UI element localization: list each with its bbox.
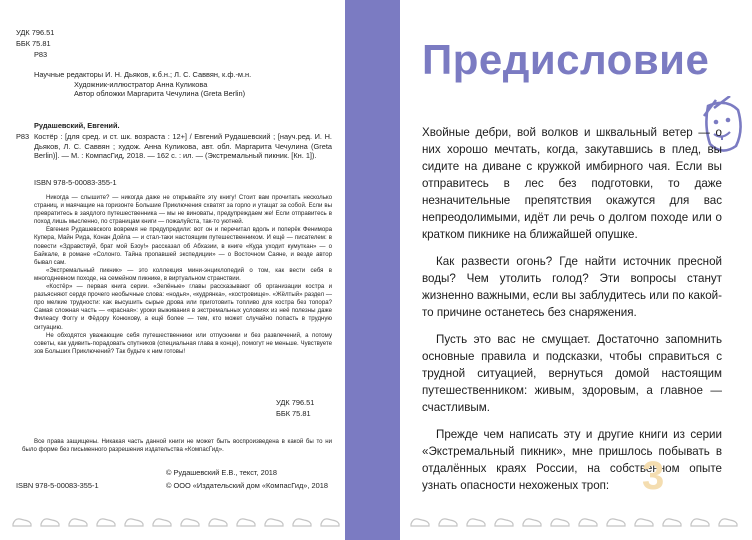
shoe-icon [466,515,486,527]
udk-bottom: УДК 796.51 [276,398,315,407]
shoe-icon [690,515,710,527]
code-top: Р83 [34,50,48,59]
shoe-icon [292,515,312,527]
bibliographic-record: Костёр : [для сред. и ст. шк. возраста : 12+] / Евгений Рудашевский ; [науч.ред. И. Н. Дьяков, Л. С. Саввян ; худож. Анна Куликова, авт. обл. Маргарита Чечулина (Greta Berlin)]. — М. : КомпасГид, 2018. — 162 с. : ил. — (Экстремальный пикник. [Кн. 1]). [34,132,332,161]
isbn-mid: ISBN 978-5-00083-355-1 [34,178,117,187]
udk-top: УДК 796.51 [16,28,55,37]
shoe-icon [718,515,738,527]
credit-illustrator: Художник-иллюстратор Анна Куликова [74,79,208,89]
right-page [400,0,752,540]
shoe-border-left [12,515,340,531]
shoe-icon [180,515,200,527]
copyright-publisher: © ООО «Издательский дом «КомпасГид», 2018 [166,481,328,490]
shoe-icon [494,515,514,527]
page-number: 3 [642,454,665,498]
shoe-icon [264,515,284,527]
credit-cover: Автор обложки Маргарита Чечулина (Greta Berlin) [74,89,246,99]
code-side: Р83 [16,132,30,141]
isbn-bottom: ISBN 978-5-00083-355-1 [16,481,99,490]
copyright-text: © Рудашевский Е.В., текст, 2018 [166,468,278,477]
credit-editors: Научные редакторы И. Н. Дьяков, к.б.н.; Л. С. Саввян, к.ф.-м.н. [34,70,252,79]
annotation-paragraph: Никогда — слышите? — никогда даже не открывайте эту книгу! Стоит вам прочитать несколько страниц, и маячащие на горизонте Большие Приключения схватят за горло и утащат за собой. Если вы превратитесь в заядлого путешественника — мы не виноваты, предупреждаем же! Если отправитесь в поход лишь мысленно, по страницам книги — пожалуйста, так-то уютней. [34,194,332,226]
preface-text [422,124,722,504]
shoe-icon [634,515,654,527]
left-page [0,0,345,540]
shoe-icon [236,515,256,527]
chapter-title: Предисловие [422,36,710,83]
annotation-paragraph: «Костёр» — первая книга серии. «Зелёные» главы рассказывают об организации костра и разъясняют сердя прочего необычные слова: «нодья», «кудрянка», «костровище». «Жёлтый» раздел — про мелкие трудности: как высушить сырые дрова или приготовить топливо для костра без топора? Самая сложная часть — «красная»: уроки выживания в экстремальных условиях из неё полезны даже Филеасу Фоггу и Фёдору Конюхову, а ещё более — тем, кто может случайно попасть в трудную ситуацию. [34,283,332,331]
bbk-bottom: ББК 75.81 [276,409,311,418]
shoe-border-right [410,515,738,531]
author-heading: Рудашевский, Евгений. [34,121,120,130]
shoe-icon [578,515,598,527]
spine-band [345,0,400,540]
shoe-icon [606,515,626,527]
annotation-paragraph: Не обходятся уважающие себя путешественники или отпускники и без развлечений, а потому советы, как удивить-порадовать спутников (специальная глава в конце), помогут не меньше. Чувствуете зов Больших Приключений? Так будьте к ним готовы! [34,331,332,355]
shoe-icon [40,515,60,527]
shoe-icon [522,515,542,527]
annotation [34,194,332,356]
annotation-paragraph: Евгения Рудашевского вовремя не предупредили: вот он и перечитал вдоль и поперёк Фенимора Купера, Майн Рида, Конан Дойла — и стал-таки настоящим путешественником. И ещё — писателем: в повести «Здравствуй, брат мой Бзоу!» рассказал об Абхазии, в книге «Куда уходит кумуткан» — о Байкале, в романе «Солонго. Тайна пропавшей экспедиции» — о Восточном Саяне, и везде автор бывал сам. [34,226,332,266]
shoe-icon [438,515,458,527]
shoe-icon [320,515,340,527]
shoe-icon [550,515,570,527]
bbk-top: ББК 75.81 [16,39,51,48]
shoe-icon [152,515,172,527]
rights-notice: Все права защищены. Никакая часть данной книги не может быть воспроизведена в какой бы то ни было форме без письменного разрешения издательства «КомпасГид». [22,438,332,454]
preface-paragraph: Хвойные дебри, вой волков и шквальный ветер — о них хорошо мечтать, когда, закутавшись в плед, вы сидите на диване с кружкой имбирного чая. Если вы отправитесь в лес без подготовки, то даже незначительные препятствия окажутся для вас непреодолимыми, идёт ли речь о долгом походе или о кратком пикнике на ближайшей опушке. [422,126,722,241]
shoe-icon [208,515,228,527]
shoe-icon [410,515,430,527]
shoe-icon [12,515,32,527]
preface-paragraph: Как развести огонь? Где найти источник пресной воды? Чем утолить голод? Эти вопросы станут жизненно важными, если вы заблудитесь или по какой-то причине останетесь без снаряжения. [422,255,722,319]
credits-block [34,70,334,99]
annotation-paragraph: «Экстремальный пикник» — это коллекция мини-энциклопедий о том, как вести себя в многодневном походе, на семейном пикнике, в виртуальном странствии. [34,266,332,282]
shoe-icon [124,515,144,527]
shoe-icon [68,515,88,527]
preface-paragraph: Прежде чем написать эту и другие книги из серии «Экстремальный пикник», мне пришлось побывать в отдалённых краях России, на собственном опыте узнать опасности нехоженых троп: [422,428,722,492]
shoe-icon [96,515,116,527]
preface-paragraph: Пусть это вас не смущает. Достаточно запомнить основные правила и подсказки, чтобы справиться с трудной ситуацией, вернуться домой настоящим путешественником: живым, здоровым, а главное — счастливым. [422,333,722,414]
shoe-icon [662,515,682,527]
